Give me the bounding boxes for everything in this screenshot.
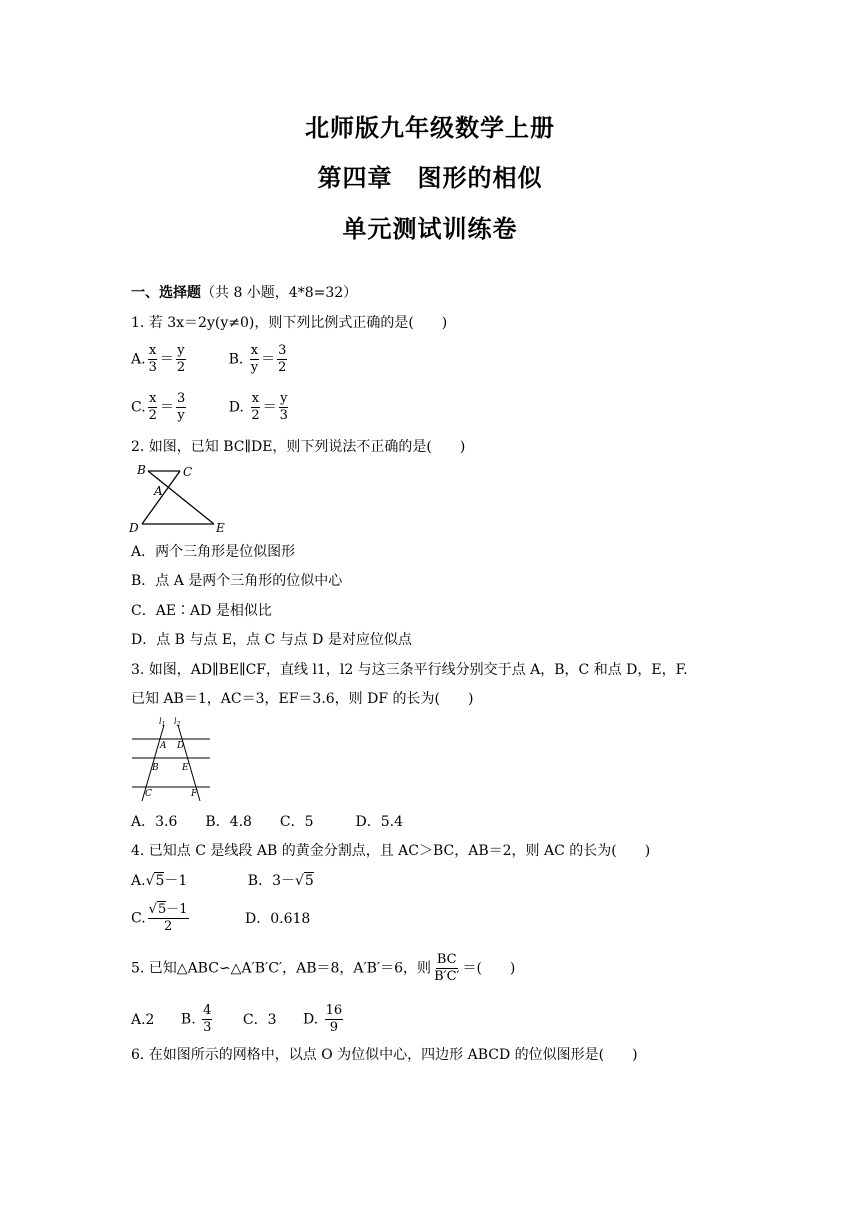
q2-label-c: C [183, 465, 193, 479]
section-note: （共 8 小题，4*8=32） [201, 285, 358, 301]
q2-label-a: A [154, 484, 163, 498]
q1-options-cd [131, 391, 291, 424]
q5-option-a: A.2 [131, 1011, 155, 1028]
q3-label-e: E [182, 763, 189, 773]
q3-figure [130, 715, 214, 803]
q5-option-c: C．3 [242, 1011, 277, 1028]
q5-stem: 5. 已知△ABC∽△A′B′C′，AB＝8，A′B′＝6，则 $\frac{BC}{B'C'}$ ＝( ) [131, 952, 516, 984]
q3-label-f: F [191, 789, 198, 799]
q1-option-d: D. $\frac{x}{2}$ ＝ $\frac{y}{3}$ [228, 391, 288, 423]
q3-label-c: C [145, 789, 152, 799]
q1-option-a: A. $\frac{x}{3}$ ＝ $\frac{y}{2}$ [131, 343, 186, 375]
q3-label-l1: $l_1$ [159, 717, 166, 728]
q4-option-d: D．0.618 [244, 910, 311, 927]
q5-option-d: D. $\frac{16}{9}$ [302, 1003, 343, 1035]
q2-label-e: E [216, 521, 225, 535]
q2-option-b: B．点 A 是两个三角形的位似中心 [131, 573, 343, 589]
q3-stem-line2: 已知 AB＝1，AC＝3，EF＝3.6，则 DF 的长为( ) [131, 691, 474, 707]
q5-option-b: B. $\frac{4}{3}$ [180, 1003, 212, 1035]
q4-options-ab [131, 872, 314, 890]
q2-option-c: C．AE∶AD 是相似比 [131, 603, 272, 619]
q3-options: A．3.6 B．4.8 C．5 D．5.4 [131, 814, 404, 830]
q1-option-b: B. $\frac{x}{y}$ ＝ $\frac{3}{2}$ [228, 343, 287, 375]
q3-stem-line1: 3. 如图，AD∥BE∥CF，直线 l1，l2 与这三条平行线分别交于点 A，B，C 和点 D，E，F. [131, 662, 688, 678]
q2-figure [128, 462, 238, 536]
q2-label-b: B [137, 463, 146, 477]
q2-option-d: D．点 B 与点 E，点 C 与点 D 是对应位似点 [131, 632, 412, 648]
q2-option-a: A．两个三角形是位似图形 [131, 544, 296, 560]
q1-stem: 1. 若 3x＝2y(y≠0)，则下列比例式正确的是( ) [131, 315, 448, 331]
q3-label-a: A [160, 741, 167, 751]
section-title: 一、选择题 [131, 285, 201, 301]
q3-label-d: D [177, 741, 185, 751]
q6-stem: 6. 在如图所示的网格中，以点 O 为位似中心，四边形 ABCD 的位似图形是( ) [131, 1047, 638, 1063]
doc-title-line2: 第四章 图形的相似 [317, 164, 543, 192]
doc-title-line1: 北师版九年级数学上册 [305, 114, 555, 142]
q2-stem: 2. 如图，已知 BC∥DE，则下列说法不正确的是( ) [131, 439, 466, 455]
q4-options-cd [131, 902, 310, 935]
q4-option-c: C. $\frac{√5-1}{2}$ [131, 902, 188, 934]
section-heading [131, 284, 357, 302]
q1-options-ab [131, 343, 289, 376]
doc-title-line3: 单元测试训练卷 [342, 215, 518, 243]
q1-option-c: C. $\frac{x}{2}$ ＝ $\frac{3}{y}$ [131, 391, 186, 423]
q5-options [131, 1003, 345, 1036]
q4-option-a: A.√5－1 [131, 873, 188, 889]
q4-option-b: B．3－√5 [247, 873, 314, 889]
q2-label-d: D [129, 521, 139, 535]
q3-label-b: B [152, 763, 159, 773]
q3-label-l2: $l_2$ [174, 717, 181, 728]
q4-stem: 4. 已知点 C 是线段 AB 的黄金分割点，且 AC＞BC，AB＝2，则 AC 的长为( ) [131, 843, 651, 859]
